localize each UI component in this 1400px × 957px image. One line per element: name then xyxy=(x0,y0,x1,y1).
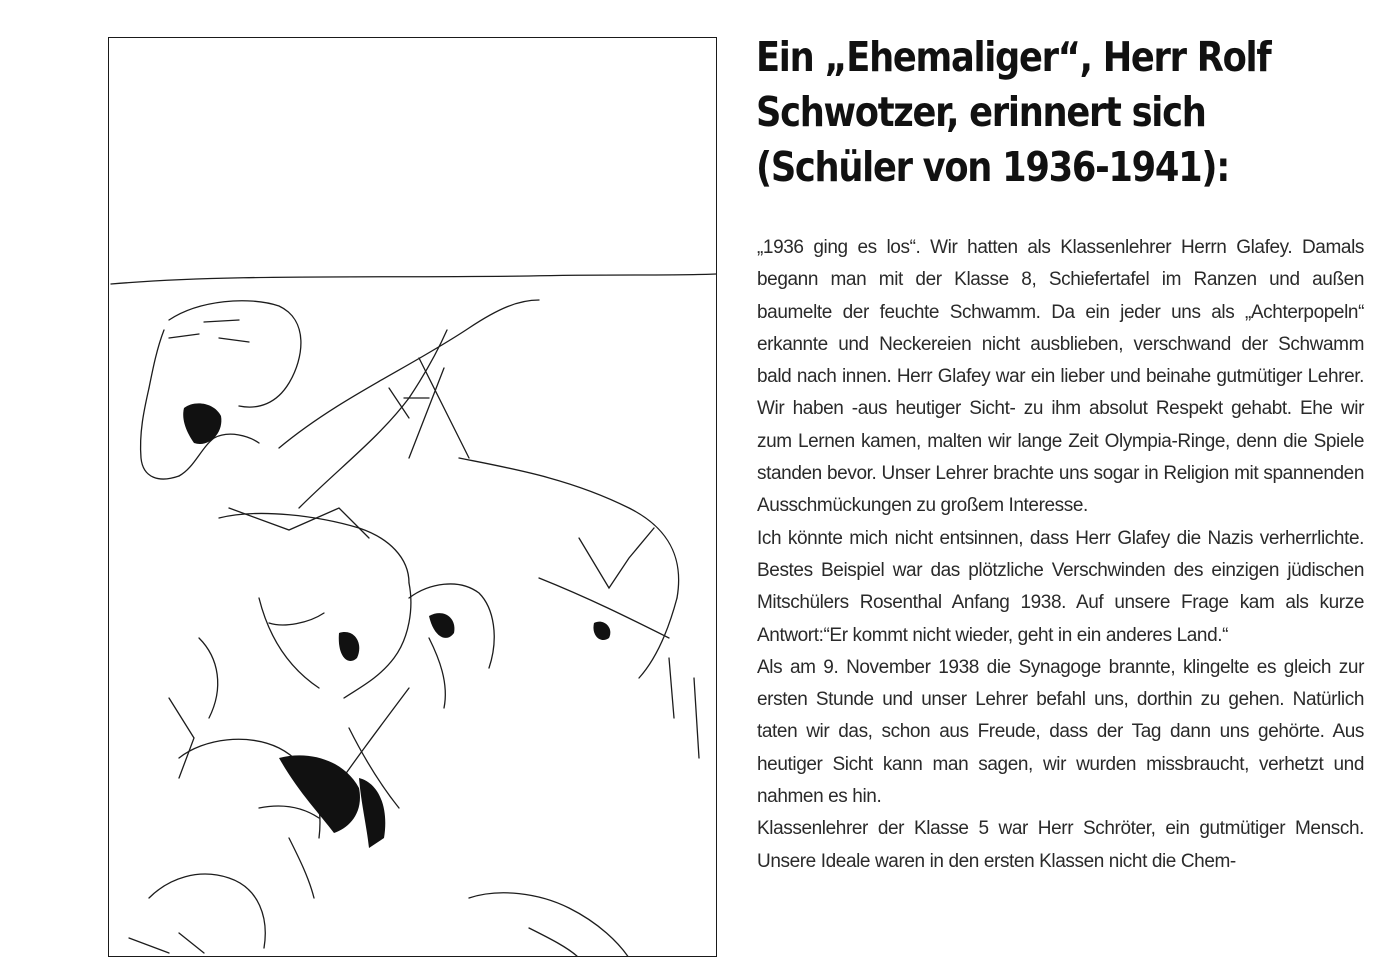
article-headline xyxy=(756,30,1289,195)
paragraph-3: Als am 9. November 1938 die Synagoge brannte, klingelte es gleich zur ersten Stunde und unser Lehrer befahl uns, dorthin zu gehen. Natürlich taten wir das, schon aus Freude, dass der Tag dann uns gehörte. Aus heutiger Sicht kann man sagen, wir wurden missbraucht, verhetzt und nahmen es hin. xyxy=(757,656,1364,808)
headline-line-2: Schwotzer, erinnert sich xyxy=(756,88,1206,136)
illustration-frame xyxy=(108,37,717,957)
article-body xyxy=(757,232,1364,878)
paragraph-1: „1936 ging es los“. Wir hatten als Klassenlehrer Herrn Glafey. Damals begann man mit der Klasse 8, Schiefertafel im Ranzen und außen baumelte der feuchte Schwamm. Da ein jeder uns als „Achterpopeln“ erkannte und Neckereien nicht ausblieben, verschwand der Schwamm bald nach innen. Herr Glafey war ein lieber und beinahe gutmütiger Lehrer. Wir haben -aus heutiger Sicht- zu ihm absolut Respekt gehabt. Ehe wir zum Lernen kamen, malten wir lange Zeit Olympia-Ringe, denn die Spiele standen bevor. Unser Lehrer brachte uns sogar in Religion mit spannenden Ausschmückungen zu großem Interesse. xyxy=(757,237,1364,517)
headline-line-3: (Schüler von 1936-1941): xyxy=(756,143,1230,191)
pen-sketch-illustration xyxy=(109,38,717,957)
paragraph-4: Klassenlehrer der Klasse 5 war Herr Schröter, ein gutmütiger Mensch. Unsere Ideale waren in den ersten Klassen nicht die Chem- xyxy=(757,818,1364,872)
headline-line-1: Ein „Ehemaliger“, Herr Rolf xyxy=(756,33,1271,81)
paragraph-2: Ich könnte mich nicht entsinnen, dass Herr Glafey die Nazis verherrlichte. Bestes Beispiel war das plötzliche Verschwinden des einzigen jüdischen Mitschülers Rosenthal Anfang 1938. Auf unsere Frage kam als kurze Antwort:“Er kommt nicht wieder, geht in ein anderes Land.“ xyxy=(757,527,1364,646)
